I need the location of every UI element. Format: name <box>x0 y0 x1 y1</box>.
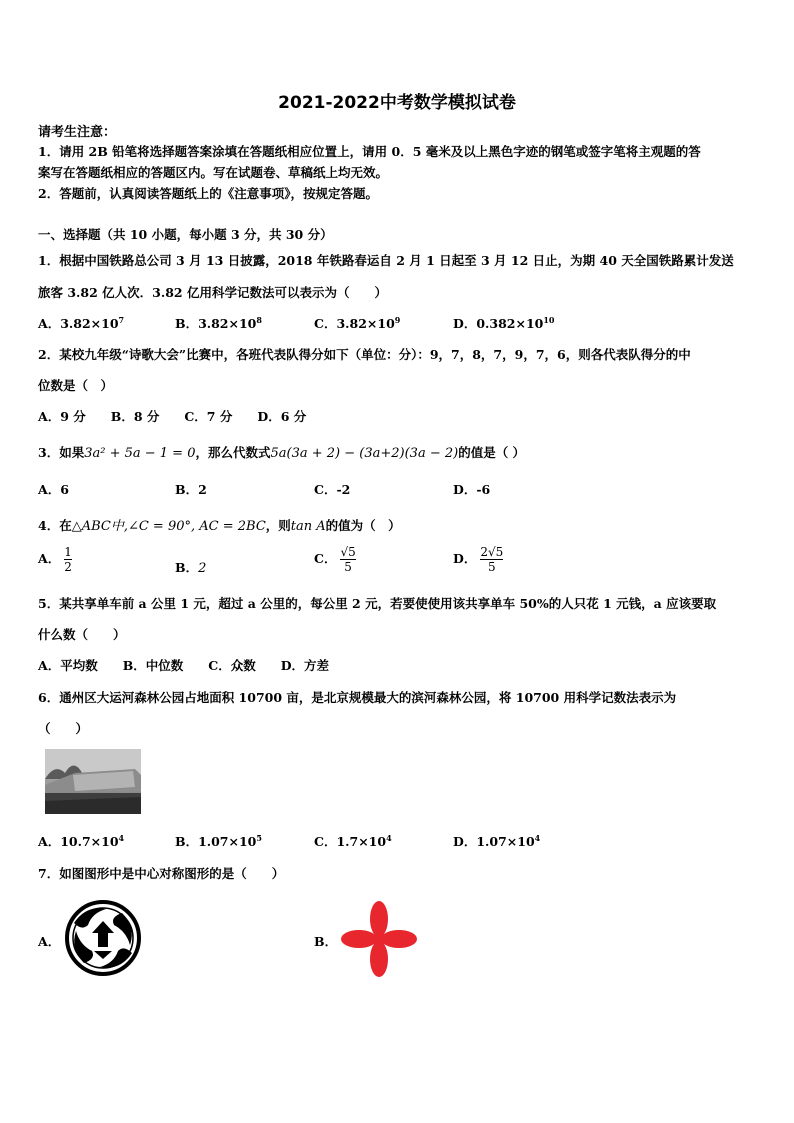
notice-item-2: 2．答题前，认真阅读答题纸上的《注意事项》，按规定答题。 <box>38 186 378 201</box>
q3-option-b: B．2 <box>175 482 207 497</box>
q4-text: 4．在△ABC中,∠C = 90°, AC = 2BC，则tan A的值为（ ） <box>38 518 401 534</box>
q2-text-line1: 2．某校九年级“诗歌大会”比赛中，各班代表队得分如下（单位：分）：9，7，8，7，9，7，6，则各代表队得分的中 <box>38 347 691 362</box>
q1-option-c: C．$3.82\times 10^9$ <box>314 315 401 331</box>
q3-option-c: C．-2 <box>314 482 351 497</box>
q7-option-a-label: A． <box>38 934 61 949</box>
notice-item-1: 1．请用 2B 铅笔将选择题答案涂填在答题纸相应位置上，请用 0．5 毫米及以上黑色字迹的钢笔或签字笔将主观题的答 <box>38 144 701 159</box>
q6-option-c: C．$1.7\times 10^4$ <box>314 833 392 849</box>
q7-text: 7．如图图形中是中心对称图形的是（ ） <box>38 866 285 881</box>
q6-text-line1: 6．通州区大运河森林公园占地面积 10700 亩，是北京规模最大的滨河森林公园，将 10700 用科学记数法表示为 <box>38 690 677 705</box>
q6-option-b: B．$1.07\times 10^5$ <box>175 833 262 849</box>
q3-text: 3．如果3a² + 5a − 1 = 0，那么代数式5a(3a + 2) − (3a+2)(3a − 2)的值是（ ） <box>38 445 526 461</box>
q1-option-b: B．$3.82\times 10^8$ <box>175 315 262 331</box>
section-heading: 一、选择题（共 10 小题，每小题 3 分，共 30 分） <box>38 227 333 242</box>
q5-text-line2: 什么数（ ） <box>38 627 126 642</box>
q1-option-a: A．$3.82\times 10^7$ <box>38 315 125 331</box>
q3-option-d: D．-6 <box>453 482 491 497</box>
q6-option-a: A．$10.7\times 10^4$ <box>38 833 125 849</box>
q4-option-d: D． $\frac{2√5}{5}$ <box>453 545 504 574</box>
q7-option-a-figure <box>62 897 144 979</box>
park-photo <box>45 749 141 814</box>
q4-option-d-fraction: $\frac{2√5}{5}$ <box>480 545 504 574</box>
q3-equation: 3a² + 5a − 1 = 0 <box>84 446 196 461</box>
q2-options: A．9 分 B．8 分 C．7 分 D．6 分 <box>38 409 307 424</box>
page-title: 2021-2022中考数学模拟试卷 <box>278 93 516 113</box>
q4-function: tan A <box>290 519 326 534</box>
q4-option-c-fraction: $\frac{√5}{5}$ <box>340 545 356 574</box>
q4-option-c: C． $\frac{√5}{5}$ <box>314 545 356 574</box>
q6-option-d: D．$1.07\times 10^4$ <box>453 833 541 849</box>
q4-option-a: A． $\frac{1}{2}$ <box>38 545 72 574</box>
q7-option-b-figure <box>338 898 420 980</box>
q1-text-line2: 旅客 3.82 亿人次．3.82 亿用科学记数法可以表示为（ ） <box>38 285 387 300</box>
q1-option-d: D．$0.382\times 10^{10}$ <box>453 315 555 331</box>
q4-option-a-fraction: $\frac{1}{2}$ <box>64 545 72 574</box>
q5-text-line1: 5．某共享单车前 a 公里 1 元，超过 a 公里的，每公里 2 元，若要使使用该共享单车 50%的人只花 1 元钱，a 应该要取 <box>38 596 717 611</box>
notice-item-1-cont: 案写在答题纸相应的答题区内。写在试题卷、草稿纸上均无效。 <box>38 165 389 180</box>
q7-option-b-label: B． <box>314 934 338 949</box>
q1-text-line1: 1．根据中国铁路总公司 3 月 13 日披露，2018 年铁路春运自 2 月 1 日起至 3 月 12 日止，为期 40 天全国铁路累计发送 <box>38 253 734 268</box>
q6-text-line2: （ ） <box>38 721 89 736</box>
q5-options: A．平均数 B．中位数 C．众数 D．方差 <box>38 658 330 673</box>
q4-condition: △ABC中,∠C = 90°, AC = 2BC <box>71 519 266 534</box>
q4-option-b: B．2 <box>175 560 207 576</box>
q3-option-a: A．6 <box>38 482 69 497</box>
q2-text-line2: 位数是（ ） <box>38 378 114 393</box>
q3-expression: 5a(3a + 2) − (3a+2)(3a − 2) <box>270 446 459 461</box>
notice-heading: 请考生注意： <box>38 125 117 140</box>
park-photo-drawing <box>45 749 141 814</box>
